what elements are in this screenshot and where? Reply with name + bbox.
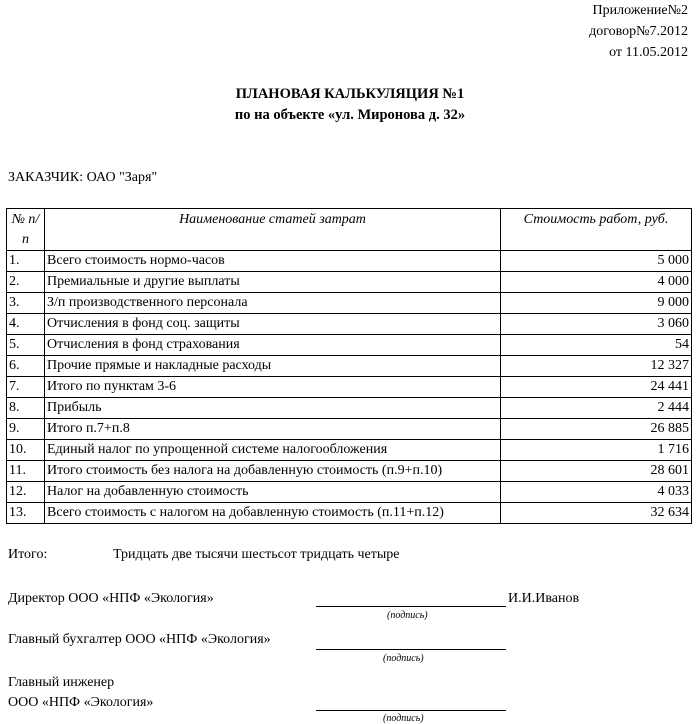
row-num: 12. bbox=[7, 482, 45, 503]
table-row bbox=[7, 356, 692, 377]
table-row bbox=[7, 419, 692, 440]
table-row bbox=[7, 461, 692, 482]
engineer-signature-line bbox=[316, 710, 506, 711]
row-num: 4. bbox=[7, 314, 45, 335]
total-in-words: Тридцать две тысячи шестьсот тридцать четыре bbox=[113, 547, 400, 562]
row-cost: 24 441 bbox=[501, 377, 692, 398]
table-row bbox=[7, 293, 692, 314]
engineer-title-line1: Главный инженер bbox=[8, 675, 115, 690]
table-row bbox=[7, 251, 692, 272]
row-num: 5. bbox=[7, 335, 45, 356]
table-row bbox=[7, 503, 692, 524]
director-name: И.И.Иванов bbox=[508, 591, 580, 606]
document-subtitle: по на объекте «ул. Миронова д. 32» bbox=[234, 107, 466, 123]
header-cost: Стоимость работ, руб. bbox=[501, 209, 692, 251]
row-name: Прочие прямые и накладные расходы bbox=[45, 356, 501, 377]
row-num: 3. bbox=[7, 293, 45, 314]
row-cost: 1 716 bbox=[501, 440, 692, 461]
row-num: 7. bbox=[7, 377, 45, 398]
row-cost: 2 444 bbox=[501, 398, 692, 419]
row-cost: 26 885 bbox=[501, 419, 692, 440]
table-header-row bbox=[7, 209, 692, 251]
row-cost: 4 033 bbox=[501, 482, 692, 503]
accountant-signature-caption: (подпись) bbox=[383, 653, 424, 664]
row-name: Всего стоимость с налогом на добавленную стоимость (п.11+п.12) bbox=[45, 503, 501, 524]
row-name: Итого стоимость без налога на добавленную стоимость (п.9+п.10) bbox=[45, 461, 501, 482]
row-num: 1. bbox=[7, 251, 45, 272]
header-name: Наименование статей затрат bbox=[45, 209, 501, 251]
row-cost: 5 000 bbox=[501, 251, 692, 272]
table-row bbox=[7, 272, 692, 293]
row-name: Прибыль bbox=[45, 398, 501, 419]
table-row bbox=[7, 482, 692, 503]
customer-label: ЗАКАЗЧИК: ОАО "Заря" bbox=[8, 170, 158, 185]
director-signature-line bbox=[316, 606, 506, 607]
engineer-signature-caption: (подпись) bbox=[383, 713, 424, 724]
row-name: Всего стоимость нормо-часов bbox=[45, 251, 501, 272]
row-cost: 4 000 bbox=[501, 272, 692, 293]
row-name: Итого п.7+п.8 bbox=[45, 419, 501, 440]
row-cost: 9 000 bbox=[501, 293, 692, 314]
row-cost: 3 060 bbox=[501, 314, 692, 335]
appendix-label: Приложение№2 bbox=[592, 3, 688, 18]
header-num: № п/п bbox=[7, 209, 45, 251]
document-title: ПЛАНОВАЯ КАЛЬКУЛЯЦИЯ №1 bbox=[235, 86, 465, 102]
row-name: Отчисления в фонд страхования bbox=[45, 335, 501, 356]
accountant-title: Главный бухгалтер ООО «НПФ «Экология» bbox=[8, 632, 271, 647]
row-num: 9. bbox=[7, 419, 45, 440]
table-row bbox=[7, 398, 692, 419]
row-name: Налог на добавленную стоимость bbox=[45, 482, 501, 503]
table-row bbox=[7, 314, 692, 335]
row-name: Отчисления в фонд соц. защиты bbox=[45, 314, 501, 335]
row-num: 10. bbox=[7, 440, 45, 461]
table-row bbox=[7, 377, 692, 398]
row-num: 8. bbox=[7, 398, 45, 419]
row-name: З/п производственного персонала bbox=[45, 293, 501, 314]
row-cost: 54 bbox=[501, 335, 692, 356]
row-cost: 32 634 bbox=[501, 503, 692, 524]
row-num: 6. bbox=[7, 356, 45, 377]
engineer-title-line2: ООО «НПФ «Экология» bbox=[8, 695, 154, 710]
contract-number: договор№7.2012 bbox=[589, 24, 688, 39]
row-num: 11. bbox=[7, 461, 45, 482]
row-name: Премиальные и другие выплаты bbox=[45, 272, 501, 293]
cost-table bbox=[6, 208, 692, 524]
row-num: 2. bbox=[7, 272, 45, 293]
table-row bbox=[7, 440, 692, 461]
row-name: Единый налог по упрощенной системе налогообложения bbox=[45, 440, 501, 461]
table-row bbox=[7, 335, 692, 356]
contract-date: от 11.05.2012 bbox=[609, 45, 688, 60]
row-num: 13. bbox=[7, 503, 45, 524]
row-name: Итого по пунктам 3-6 bbox=[45, 377, 501, 398]
director-signature-caption: (подпись) bbox=[387, 610, 428, 621]
director-title: Директор ООО «НПФ «Экология» bbox=[8, 591, 214, 606]
row-cost: 12 327 bbox=[501, 356, 692, 377]
total-label: Итого: bbox=[8, 547, 48, 562]
row-cost: 28 601 bbox=[501, 461, 692, 482]
accountant-signature-line bbox=[316, 649, 506, 650]
